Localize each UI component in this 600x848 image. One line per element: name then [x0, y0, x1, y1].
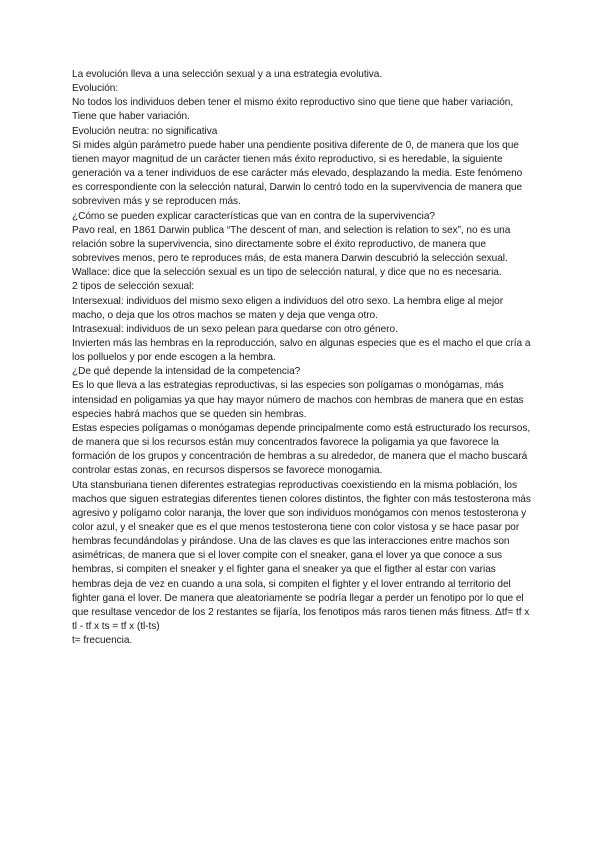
paragraph-seleccion-natural: Si mides algún parámetro puede haber una pendiente positiva diferente de 0, de manera que los que tienen mayor magnitud de un carácter tienen más éxito reproductivo, si es heredable, la siguiente generación va a tener individuos de ese carácter más elevado, desplazando la media. Este fenómeno es correspondiente con la selección natural, Darwin lo centró todo en la supervivencia de manera que sobreviven más y se reproducen más.	[72, 139, 523, 208]
intro-line: La evolución lleva a una selección sexual y a una estrategia evolutiva.	[72, 69, 383, 80]
question-intensidad: ¿De qué depende la intensidad de la competencia?	[72, 366, 301, 378]
paragraph-pavo-real: Pavo real, en 1861 Darwin publica “The descent of man, and selection is relation to sex”, no es una relación sobre la supervivencia, sino directamente sobre el éxito reproductivo, de manera que sobrevives menos, pero te reproduces más, de esta manera Darwin descubrió la selección sexual.	[72, 224, 511, 265]
document-page	[72, 68, 532, 648]
line-frecuencia: t= frecuencia.	[72, 635, 133, 647]
paragraph-intrasexual: Intrasexual: individuos de un sexo pelean para quedarse con otro género.	[72, 323, 398, 335]
question-supervivencia: ¿Cómo se pueden explicar características que van en contra de la supervivencia?	[72, 210, 435, 222]
heading-evolucion: Evolución:	[72, 83, 119, 95]
paragraph-uta-stansburiana: Uta stansburiana tienen diferentes estrategias reproductivas coexistiendo en la misma población, los machos que siguen estrategias diferentes tienen colores distintos, the fighter con más testosterona más agresivo y polígamo color naranja, the lover que son individuos monógamos con menos testosterona y color azul, y el sneaker que es el que menos testosterona tiene con color vistosa y se hace pasar por hembras fecundándolas y pirándose. Una de las claves es que las interacciones entre machos son asimétricas, de manera que si el lover compite con el sneaker, gana el lover ya que conoce a sus hembras, si compiten el sneaker y el fighter gana el sneaker ya que el figther al estar con varias hembras deja de vez en cuando a una sola, si compiten el fighter y el lover entrando al territorio del fighter gana el lover. De manera que aleatoriamente se podría llegar a perder un fenotipo por lo que el que resultase vencedor de los 2 restantes se fijaría, los fenotipos más raros tienen más fitness. Δtf= tf x tl - tf x ts = tf x (tl-ts)	[72, 479, 531, 633]
paragraph-estrategias: Es lo que lleva a las estrategias reproductivas, si las especies son polígamas o monógamas, más intensidad en poligamias ya que hay mayor número de machos con hembras de manera que en estas especies habrá machos que se queden sin hembras.	[72, 380, 524, 420]
paragraph-inversion-hembras: Invierten más las hembras en la reproducción, salvo en algunas especies que es el macho el que cría a los polluelos y por ende escogen a la hembra.	[72, 337, 531, 364]
paragraph-recursos: Estas especies polígamas o monógamas depende principalmente como está estructurado los recursos, de manera que si los recursos están muy concentrados favorece la poligamia ya que favorece la formación de los grupos y concentración de hembras a su alrededor, de manera que el macho buscará controlar estas zonas, en recursos dispersos se favorece monogamia.	[72, 422, 531, 477]
line-tiene-variacion: Tiene que haber variación.	[72, 111, 190, 123]
line-evolucion-neutra: Evolución neutra: no significativa	[72, 125, 218, 137]
paragraph-intersexual: Intersexual: individuos del mismo sexo eligen a individuos del otro sexo. La hembra elige al mejor macho, o deja que los otros machos se maten y deja que venga otro.	[72, 295, 504, 321]
paragraph-variacion: No todos los individuos deben tener el mismo éxito reproductivo sino que tiene que haber variación,	[72, 97, 514, 109]
heading-tipos-seleccion: 2 tipos de selección sexual:	[72, 281, 195, 293]
paragraph-wallace: Wallace: dice que la selección sexual es un tipo de selección natural, y dice que no es necesaria.	[72, 267, 502, 279]
